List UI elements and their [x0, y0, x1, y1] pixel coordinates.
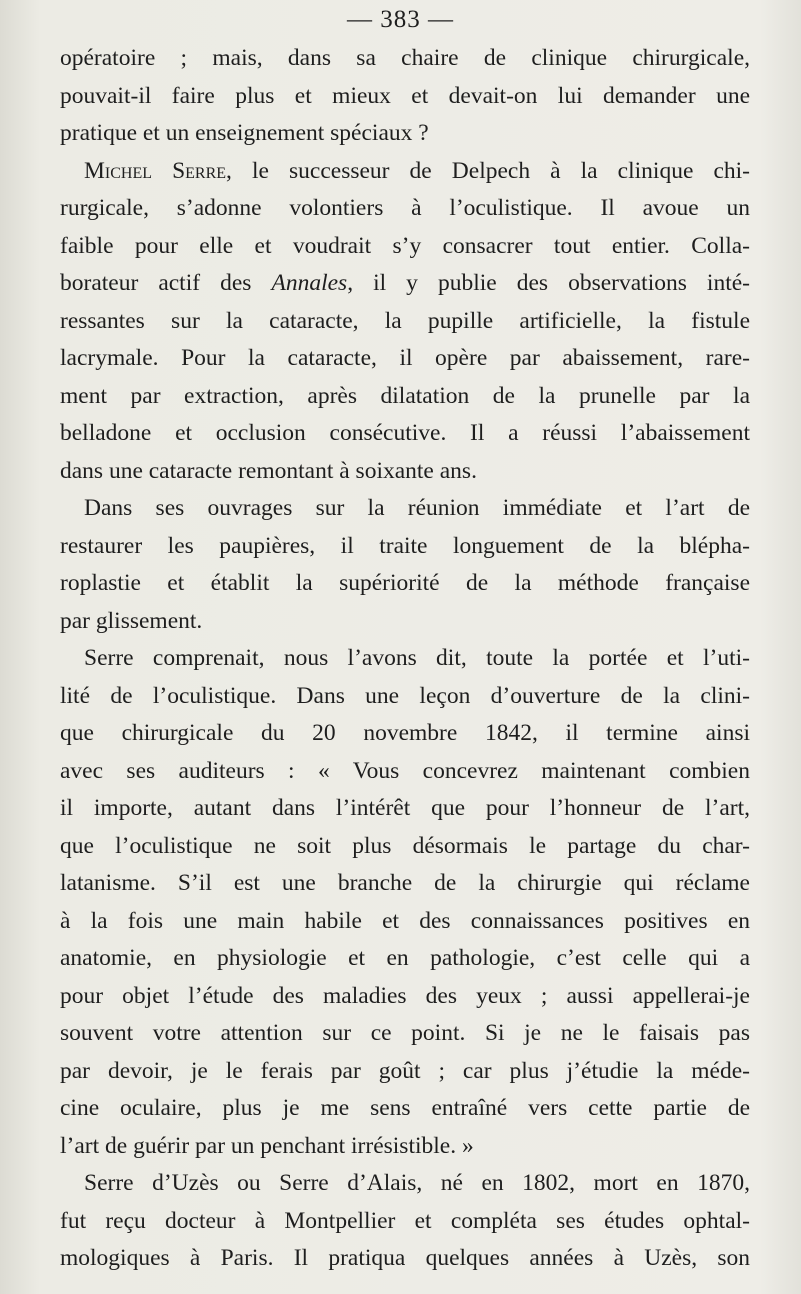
text-line: [60, 865, 750, 903]
text-line: [60, 115, 750, 153]
text-segment: anatomie, en physiologie et en pathologie, c’est celle qui a: [60, 945, 750, 971]
text-line: [60, 678, 750, 716]
text-line: [60, 1053, 750, 1091]
text-line: [60, 1128, 750, 1166]
text-line: [60, 453, 750, 491]
text-line: [60, 603, 750, 641]
text-line: [60, 940, 750, 978]
text-segment: ressantes sur la cataracte, la pupille artificielle, la fistule: [60, 307, 750, 334]
text-segment: ment par extraction, après dilatation de la prunelle par la: [60, 382, 750, 409]
text-segment: il importe, autant dans l’intérêt que pour l’honneur de l’art,: [60, 795, 750, 821]
text-line: [60, 1203, 750, 1241]
text-segment: Serre comprenait, nous l’avons dit, toute la portée et l’uti-: [84, 645, 750, 671]
text-line: [60, 903, 750, 941]
text-segment: pratique et un enseignement spéciaux ?: [60, 120, 429, 146]
text-segment: Dans ses ouvrages sur la réunion immédiate et l’art de: [84, 495, 750, 521]
text-line: [60, 828, 750, 866]
text-segment: , le successeur de Delpech à la clinique chi-: [226, 157, 750, 184]
text-line: [60, 753, 750, 791]
text-line: [60, 190, 750, 228]
text-segment: pouvait-il faire plus et mieux et devait-on lui demander une: [60, 82, 750, 109]
text-segment: par devoir, je le ferais par goût ; car plus j’étudie la méde-: [60, 1057, 750, 1084]
text-line: [60, 1015, 750, 1053]
text-line: [60, 490, 750, 528]
text-segment: par glissement.: [60, 607, 203, 634]
text-segment: , il y publie des observations inté-: [347, 270, 750, 296]
text-line: [60, 528, 750, 566]
text-line: [60, 640, 750, 678]
text-segment: rurgicale, s’adonne volontiers à l’oculistique. Il avoue un: [60, 195, 750, 221]
text-line: [60, 978, 750, 1016]
text-segment: avec ses auditeurs : « Vous concevrez maintenant combien: [60, 757, 750, 784]
text-line: [60, 40, 750, 78]
text-segment: pour objet l’étude des maladies des yeux ; aussi appellerai-je: [60, 982, 750, 1009]
text-line: [60, 153, 750, 191]
page-number: — 383 —: [347, 6, 454, 33]
text-segment: lité de l’oculistique. Dans une leçon d’ouverture de la clini-: [60, 682, 750, 709]
text-line: [60, 378, 750, 416]
text-line: [60, 1165, 750, 1203]
text-segment: borateur actif des: [60, 270, 272, 296]
text-segment: que chirurgicale du 20 novembre 1842, il termine ainsi: [60, 720, 750, 746]
text-segment: cine oculaire, plus je me sens entraîné vers cette partie de: [60, 1095, 750, 1121]
text-line: [60, 340, 750, 378]
text-segment: que l’oculistique ne soit plus désormais le partage du char-: [60, 832, 750, 859]
text-segment: Serre d’Uzès ou Serre d’Alais, né en 1802, mort en 1870,: [84, 1170, 750, 1196]
text-segment: restaurer les paupières, il traite longuement de la blépha-: [60, 532, 750, 559]
text-segment: dans une cataracte remontant à soixante ans.: [60, 457, 477, 484]
text-line: [60, 415, 750, 453]
author-name: Michel Serre: [84, 157, 227, 184]
text-line: [60, 78, 750, 116]
text-segment: roplastie et établit la supériorité de la méthode française: [60, 570, 750, 596]
text-line: [60, 565, 750, 603]
text-segment: à la fois une main habile et des connaissances positives en: [60, 907, 750, 934]
text-segment: souvent votre attention sur ce point. Si je ne le faisais pas: [60, 1020, 750, 1046]
text-segment: fut reçu docteur à Montpellier et compléta ses études ophtal-: [60, 1207, 750, 1234]
text-segment: faible pour elle et voudrait s’y consacrer tout entier. Colla-: [60, 232, 750, 259]
text-line: [60, 265, 750, 303]
text-segment: l’art de guérir par un penchant irrésistible. »: [60, 1132, 474, 1159]
text-line: [60, 790, 750, 828]
text-line: [60, 715, 750, 753]
text-line: [60, 303, 750, 341]
text-line: [60, 1240, 750, 1278]
text-segment: latanisme. S’il est une branche de la chirurgie qui réclame: [60, 870, 750, 896]
text-segment: belladone et occlusion consécutive. Il a réussi l’abaissement: [60, 420, 750, 446]
text-line: [60, 228, 750, 266]
text-segment: opératoire ; mais, dans sa chaire de clinique chirurgicale,: [60, 45, 750, 71]
text-segment: lacrymale. Pour la cataracte, il opère par abaissement, rare-: [60, 345, 750, 371]
body-text: [60, 40, 750, 1278]
text-segment: mologiques à Paris. Il pratiqua quelques années à Uzès, son: [60, 1245, 750, 1271]
text-line: [60, 1090, 750, 1128]
italic-title: Annales: [271, 270, 348, 296]
